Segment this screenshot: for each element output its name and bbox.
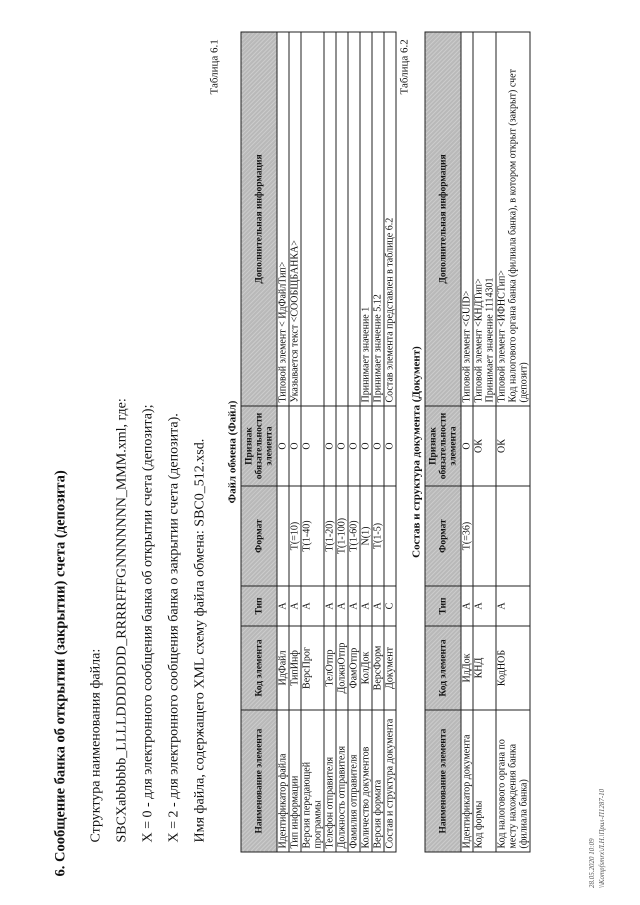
print-stamp — [584, 770, 624, 890]
table1-cell-format: Т(1-20) — [324, 486, 336, 586]
table1-cell-code: ИдФайл — [277, 626, 289, 710]
table-row — [360, 32, 372, 852]
table2-cell-type: А — [496, 586, 530, 626]
table1-cell-info — [348, 32, 360, 406]
table1-cell-type: А — [348, 586, 360, 626]
paragraph-structure: Структура наименования файла: — [88, 648, 104, 843]
table2-cell-required: О — [461, 406, 473, 486]
table1-cell-type: С — [384, 586, 396, 626]
table1-header-name: Наименование элемента — [241, 710, 277, 852]
table1-cell-name: Состав и структура документа — [384, 710, 396, 852]
table2-cell-format — [496, 486, 530, 586]
table-row — [301, 32, 324, 852]
table2-header-info: Дополнительная информация — [425, 32, 461, 406]
table1-cell-format: Т(1-5) — [372, 486, 384, 586]
table1-cell-info: Указывается текст <СООБЩБАНКА> — [289, 32, 301, 406]
table1-cell-name: Количество документов — [360, 710, 372, 852]
table1-cell-required: О — [360, 406, 372, 486]
table2-header-required: Признак обязательности элемента — [425, 406, 461, 486]
table-row — [336, 32, 348, 852]
document-page — [1, 0, 640, 905]
table1-cell-type: А — [324, 586, 336, 626]
table2-cell-name: Идентификатор документа — [461, 710, 473, 852]
table1 — [241, 32, 397, 853]
table1-cell-required: О — [336, 406, 348, 486]
table2-cell-code: ИдДок — [461, 626, 473, 710]
table2-caption: Таблица 6.2 — [398, 39, 411, 95]
table1-cell-name: Версия формата — [372, 710, 384, 852]
table1-cell-format: Т(1-60) — [348, 486, 360, 586]
table1-cell-name: Тип информации — [289, 710, 301, 852]
table1-header-info: Дополнительная информация — [241, 32, 277, 406]
table2-cell-type: А — [473, 586, 496, 626]
table-row — [372, 32, 384, 852]
table1-cell-name: Версия передающей программы — [301, 710, 324, 852]
table1-header-code: Код элемента — [241, 626, 277, 710]
table1-header-type: Тип — [241, 586, 277, 626]
table1-body — [277, 32, 396, 852]
table1-cell-format: N(1) — [360, 486, 372, 586]
table2-header-name: Наименование элемента — [425, 710, 461, 852]
paragraph-schema-name: Имя файла, содержащего XML схему файла обмена: SBC0_512.xsd. — [192, 438, 208, 843]
table1-title: Файл обмена (Файл) — [226, 400, 239, 504]
table1-cell-info — [301, 32, 324, 406]
table-row — [324, 32, 336, 852]
table1-cell-required: О — [372, 406, 384, 486]
table2-cell-code: КНД — [473, 626, 496, 710]
table2-title: Состав и структура документа (Документ) — [410, 346, 423, 558]
table2-cell-type: А — [461, 586, 473, 626]
table2-cell-format — [473, 486, 496, 586]
table1-cell-required: О — [384, 406, 396, 486]
table-row — [348, 32, 360, 852]
stamp-date: 28.05.2020 10:09 — [588, 838, 596, 888]
table1-cell-required: О — [277, 406, 289, 486]
table2-cell-info: Типовой элемент <GUID> — [461, 32, 473, 406]
table2-body — [461, 32, 530, 852]
table1-cell-code: ДолжнОтпр — [336, 626, 348, 710]
table1-cell-format — [277, 486, 289, 586]
table-row — [277, 32, 289, 852]
table1-cell-info: Принимает значение 1 — [360, 32, 372, 406]
paragraph-x0: X = 0 - для электронного сообщения банка об открытии счета (депозита); — [140, 404, 156, 843]
table1-cell-info: Типовой элемент < ИдФайлТип> — [277, 32, 289, 406]
table1-header-required: Признак обязательности элемента — [241, 406, 277, 486]
paragraph-x2: X = 2 - для электронного сообщения банка о закрытии счета (депозита). — [166, 413, 182, 843]
table2-header-format: Формат — [425, 486, 461, 586]
table1-cell-format: Т(1-100) — [336, 486, 348, 586]
table-row — [496, 32, 530, 852]
table1-cell-code: ВерсПрог — [301, 626, 324, 710]
table1-cell-type: А — [336, 586, 348, 626]
table1-cell-code: ФамОтпр — [348, 626, 360, 710]
table1-cell-info — [336, 32, 348, 406]
table1-cell-name: Идентификатор файла — [277, 710, 289, 852]
table1-cell-required: О — [324, 406, 336, 486]
table2-cell-name: Код формы — [473, 710, 496, 852]
table1-cell-name: Фамилия отправителя — [348, 710, 360, 852]
table1-cell-name: Телефон отправителя — [324, 710, 336, 852]
section-heading: 6. Сообщение банка об открытии (закрытии) счета (депозита) — [52, 470, 69, 877]
table1-cell-info: Состав элемента представлен в таблице 6.2 — [384, 32, 396, 406]
table1-cell-required: О — [289, 406, 301, 486]
table2-cell-required: ОК — [496, 406, 530, 486]
table1-cell-required: О — [348, 406, 360, 486]
table2-cell-name: Код налогового органа по месту нахождения банка (филиала банка) — [496, 710, 530, 852]
table1-caption: Таблица 6.1 — [208, 39, 221, 95]
table1-cell-type: А — [372, 586, 384, 626]
table1-cell-type: А — [360, 586, 372, 626]
table2-cell-required: ОК — [473, 406, 496, 486]
table1-cell-info: Принимает значение 5.12 — [372, 32, 384, 406]
table1-cell-info — [324, 32, 336, 406]
table1-cell-name: Должность отправителя — [336, 710, 348, 852]
table1-cell-format: Т(1-40) — [301, 486, 324, 586]
table1-cell-format — [384, 486, 396, 586]
table1-cell-format: Т(=10) — [289, 486, 301, 586]
table1-cell-code: ТелОтпр — [324, 626, 336, 710]
stamp-path: \\Kompfsmrx\Л.Н.\Прил-П1287-10 — [598, 788, 606, 888]
table1-cell-code: ТипИнф — [289, 626, 301, 710]
table2-header-type: Тип — [425, 586, 461, 626]
table2-header-code: Код элемента — [425, 626, 461, 710]
table1-cell-required: О — [301, 406, 324, 486]
paragraph-filename-pattern: SBCXabbbbbb_LLLLDDDDDDD_RRRRFFFGNNNNNNN_MMM.xml, где: — [114, 398, 130, 843]
table-row — [473, 32, 496, 852]
table2-cell-info: Типовой элемент <КНДТип> Принимает значение 1114301 — [473, 32, 496, 406]
table1-cell-code: КолДок — [360, 626, 372, 710]
table-row — [461, 32, 473, 852]
table2-cell-code: КодНОБ — [496, 626, 530, 710]
table1-cell-type: А — [289, 586, 301, 626]
table1-cell-type: А — [301, 586, 324, 626]
table-row — [289, 32, 301, 852]
table2-cell-info: Типовой элемент <ИФНСТип> Код налогового органа банка (филиала банка), в котором открыт (закрыт) счет (депозит) — [496, 32, 530, 406]
table1-cell-code: ВерсФорм — [372, 626, 384, 710]
table1-cell-code: Документ — [384, 626, 396, 710]
table2-cell-format: Т(=36) — [461, 486, 473, 586]
table2 — [425, 32, 531, 853]
table1-header-format: Формат — [241, 486, 277, 586]
table-row — [384, 32, 396, 852]
table1-cell-type: А — [277, 586, 289, 626]
